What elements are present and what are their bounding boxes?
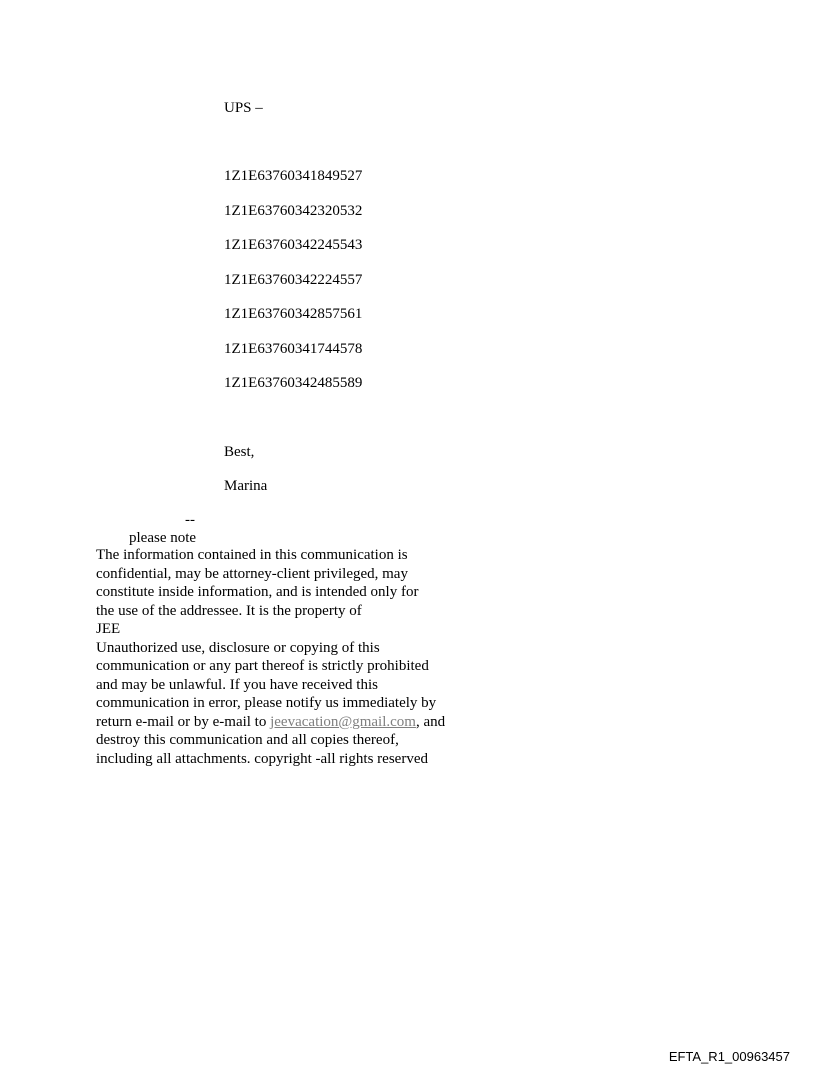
confidentiality-disclaimer <box>96 546 445 768</box>
signature-name: Marina <box>224 478 268 494</box>
disclaimer-email-suffix: , and <box>415 713 446 730</box>
tracking-number: 1Z1E63760342857561 <box>224 306 363 322</box>
tracking-number: 1Z1E63760342224557 <box>224 271 363 288</box>
disclaimer-line: Unauthorized use, disclosure or copying of this <box>96 639 380 656</box>
tracking-number: 1Z1E63760342245543 <box>224 237 363 253</box>
tracking-number: 1Z1E63760341849527 <box>224 168 363 184</box>
carrier-label: UPS – <box>224 100 263 116</box>
note-heading: please note <box>129 530 197 546</box>
disclaimer-line: the use of the addressee. It is the property of <box>96 602 362 619</box>
disclaimer-line: and may be unlawful. If you have received this <box>96 676 378 693</box>
disclaimer-line: communication or any part thereof is strictly prohibited <box>96 658 429 674</box>
disclaimer-email-prefix: return e-mail or by e-mail to <box>96 713 271 730</box>
disclaimer-email-line <box>96 713 445 732</box>
email-link[interactable]: jeevacation@gmail.com <box>270 713 416 730</box>
tracking-number: 1Z1E63760342485589 <box>224 375 363 391</box>
disclaimer-line: confidential, may be attorney-client privileged, may <box>96 565 408 582</box>
document-id: EFTA_R1_00963457 <box>668 1049 790 1064</box>
disclaimer-line: including all attachments. copyright -all rights reserved <box>96 750 428 767</box>
disclaimer-line: The information contained in this communication is <box>96 547 408 563</box>
tracking-number: 1Z1E63760341744578 <box>224 340 363 357</box>
disclaimer-line: communication in error, please notify us immediately by <box>96 695 437 711</box>
disclaimer-line: constitute inside information, and is intended only for <box>96 584 419 600</box>
disclaimer-line: JEE <box>96 621 121 637</box>
tracking-number-list <box>224 167 362 409</box>
closing: Best, <box>224 444 255 460</box>
signature-separator: -- <box>185 512 195 528</box>
disclaimer-line: destroy this communication and all copies thereof, <box>96 732 399 748</box>
tracking-number: 1Z1E63760342320532 <box>224 202 363 219</box>
